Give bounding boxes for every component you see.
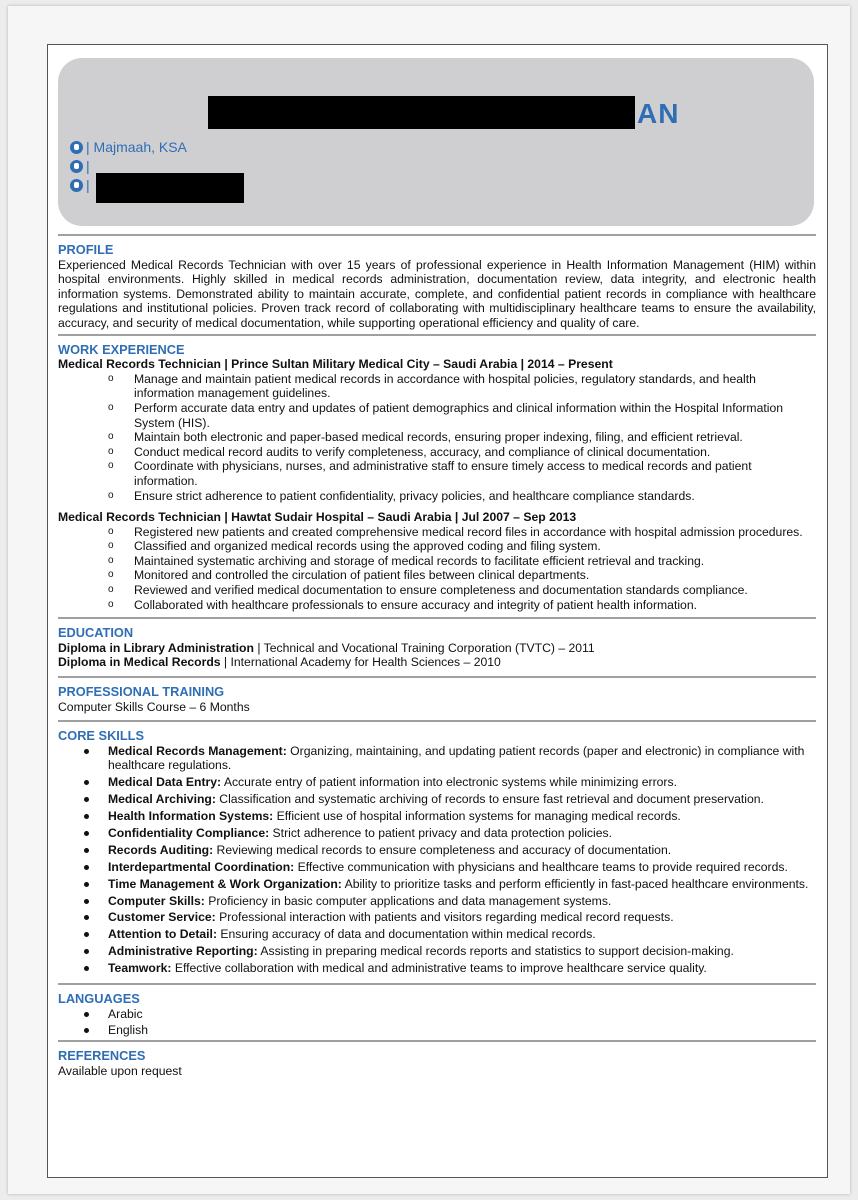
skill-name: Medical Records Management: [108,743,287,758]
list-item: o Reviewed and verified medical documentation to ensure completeness and documentation standards compliance. [108,583,816,598]
list-item [84,944,816,959]
job-bullets [108,372,816,503]
skill-name: Medical Data Entry: [108,775,222,790]
phone-icon [70,179,83,192]
list-item: o Collaborated with healthcare professionals to ensure accuracy and integrity of patient health information. [108,598,816,613]
skill-desc: Assisting in preparing medical records reports and statistics to support decision-making. [257,944,734,959]
skill-desc: Ability to prioritize tasks and perform efficiently in fast-paced healthcare environments. [341,876,809,891]
skill-name: Medical Archiving: [108,792,216,807]
email-prefix: | [86,158,90,174]
skill-desc: Ensuring accuracy of data and documentation within medical records. [217,927,596,942]
profile-text: Experienced Medical Records Technician with over 15 years of professional experience in Health Information Management (HIM) within hospital environments. Highly skilled in medical records administration, documentation review, data integrity, and electronic health information systems. Demonstrated ability to maintain accurate, complete, and confidential patient records in compliance with healthcare regulations and institutional policies. Proven track record of collaborating with multidisciplinary healthcare teams to ensure the availability, accuracy, and security of medical documentation, while supporting operational efficiency and quality of care. [58,257,816,330]
section-title-skills: CORE SKILLS [58,728,145,744]
section-title-training: PROFESSIONAL TRAINING [58,684,225,700]
divider [58,617,816,619]
skill-name: Computer Skills: [108,893,205,908]
skill-name: Time Management & Work Organization: [108,876,342,891]
list-item [84,792,816,807]
list-item [84,910,816,925]
education-item [58,641,816,656]
list-item [84,809,816,824]
divider [58,234,816,236]
section-title-profile: PROFILE [58,242,114,257]
contact-location [70,139,187,157]
job-bullets [108,525,816,613]
skill-desc: Proficiency in basic computer applications and data management systems. [204,893,612,908]
location-text: | Majmaah, KSA [86,139,187,155]
divider [58,983,816,985]
skill-name: Confidentiality Compliance: [108,825,270,840]
education-detail: | International Academy for Health Sciences – 2010 [220,655,501,670]
section-title-education: EDUCATION [58,625,134,641]
list-item [84,961,816,976]
skill-desc: Strict adherence to patient privacy and data protection policies. [269,825,612,840]
education-item [58,655,816,670]
references-text: Available upon request [58,1063,182,1078]
list-item [84,775,816,790]
skill-desc: Reviewing medical records to ensure completeness and accuracy of documentation. [213,842,672,857]
list-item: o Monitored and controlled the circulation of patient files between clinical departments. [108,568,816,583]
job-heading: Medical Records Technician | Hawtat Sudair Hospital – Saudi Arabia | Jul 2007 – Sep 2013 [58,510,577,525]
skills-list [84,744,816,976]
skill-name: Interdepartmental Coordination: [108,859,295,874]
divider [58,334,816,336]
skill-desc: Effective communication with physicians and healthcare teams to provide required records. [294,859,788,874]
location-icon [70,141,83,154]
contact-phone [70,177,90,195]
divider [58,720,816,722]
document-sheet [8,6,850,1194]
list-item [84,843,816,858]
skill-name: Administrative Reporting: [108,944,258,959]
contact-email [70,158,90,176]
list-item [84,877,816,892]
redaction-bar-name [208,96,635,129]
skill-desc: Professional interaction with patients and visitors regarding medical record requests. [215,910,674,925]
resume-body [58,234,816,1079]
job-heading: Medical Records Technician | Prince Sultan Military Medical City – Saudi Arabia | 2014 – Present [58,357,613,372]
training-text: Computer Skills Course – 6 Months [58,699,250,714]
list-item: English [84,1023,816,1038]
skill-desc: Classification and systematic archiving of records to ensure fast retrieval and document preservation. [215,792,764,807]
list-item: o Ensure strict adherence to patient confidentiality, privacy policies, and healthcare compliance standards. [108,489,816,504]
list-item [84,894,816,909]
skill-name: Health Information Systems: [108,809,274,824]
list-item [84,927,816,942]
skill-desc: Efficient use of hospital information systems for managing medical records. [273,809,681,824]
section-title-experience: WORK EXPERIENCE [58,341,185,357]
list-item [84,826,816,841]
list-item: o Conduct medical record audits to verify completeness, accuracy, and compliance of clinical documentation. [108,445,816,460]
section-title-languages: LANGUAGES [58,990,140,1006]
divider [58,1040,816,1042]
skill-desc: Organizing, maintaining, and updating patient records (paper and electronic) in compliance with healthcare regulations. [108,743,805,773]
list-item: o Coordinate with physicians, nurses, and administrative staff to ensure timely access to medical records and patient information. [108,459,816,488]
skill-desc: Accurate entry of patient information into electronic systems while minimizing errors. [221,775,677,790]
list-item [84,860,816,875]
skill-name: Teamwork: [108,961,172,976]
section-title-references: REFERENCES [58,1048,146,1064]
list-item: o Maintained systematic archiving and storage of medical records to facilitate efficient retrieval and tracking. [108,554,816,569]
list-item: o Registered new patients and created comprehensive medical record files in accordance with hospital admission procedures. [108,525,816,540]
resume-header [58,58,814,226]
education-degree: Diploma in Library Administration [58,640,254,655]
list-item: o Manage and maintain patient medical records in accordance with hospital policies, regulatory standards, and health information management guidelines. [108,372,816,401]
education-degree: Diploma in Medical Records [58,655,221,670]
languages-list [84,1007,816,1038]
list-item: o Maintain both electronic and paper-based medical records, ensuring proper indexing, filing, and efficient retrieval. [108,430,816,445]
skill-name: Attention to Detail: [108,927,217,942]
name-visible-suffix: AN [637,98,680,129]
email-icon [70,160,83,173]
list-item: Arabic [84,1007,816,1022]
list-item: o Classified and organized medical records using the approved coding and filing system. [108,539,816,554]
divider [58,676,816,678]
phone-prefix: | [86,177,90,193]
resume-page [47,44,828,1178]
skill-desc: Effective collaboration with medical and administrative teams to improve healthcare service quality. [171,961,707,976]
list-item [84,744,816,773]
skill-name: Records Auditing: [108,842,214,857]
skill-name: Customer Service: [108,910,216,925]
redaction-bar-contact [96,173,244,203]
education-detail: | Technical and Vocational Training Corporation (TVTC) – 2011 [253,640,595,655]
list-item: o Perform accurate data entry and updates of patient demographics and clinical information within the Hospital Information System (HIS). [108,401,816,430]
